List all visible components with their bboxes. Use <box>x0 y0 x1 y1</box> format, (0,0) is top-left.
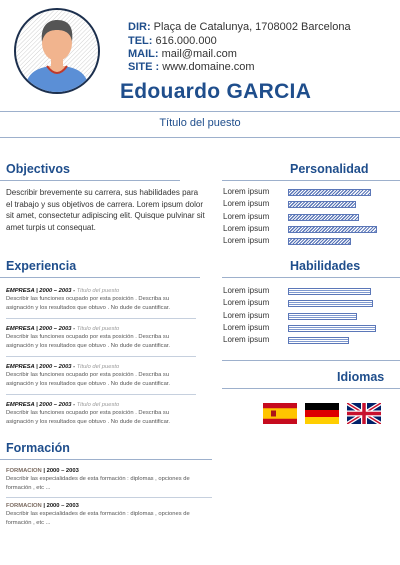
skill-label: Lorem ipsum <box>223 211 270 221</box>
divider <box>6 497 212 498</box>
formation-item <box>6 503 212 527</box>
experience-heading <box>6 364 196 370</box>
skill-level-bar <box>288 226 377 233</box>
person-icon <box>16 10 98 92</box>
formation-title: Formación <box>6 441 70 455</box>
company: EMPRESA <box>6 402 35 408</box>
divider <box>0 180 180 181</box>
years: | 2000 – 2003 - <box>34 326 76 332</box>
divider <box>0 111 400 112</box>
formation-description: Describir las especialidades de esta formación : diplomas , opciones de formación , etc ... <box>6 511 190 526</box>
experience-heading <box>6 326 196 332</box>
skill-label: Lorem ipsum <box>223 322 270 332</box>
experience-description: Describir las funciones ocupado por esta posición . Describa su asignación y los resultados que obtuvo . No dude de cuantificar. <box>6 372 171 387</box>
role: Titulo del puesto <box>75 402 120 408</box>
experience-heading <box>6 288 196 294</box>
person-name: Edouardo GARCIA <box>120 80 312 103</box>
avatar <box>14 8 100 94</box>
divider <box>222 360 400 361</box>
uk-flag-icon <box>347 403 381 424</box>
skill-label: Lorem ipsum <box>223 310 270 320</box>
divider <box>222 388 400 389</box>
skill-label: Lorem ipsum <box>223 199 270 209</box>
years: | 2000 – 2003 - <box>34 288 76 294</box>
experience-description: Describir las funciones ocupado por esta posición . Describa su asignación y los resultados que obtuvo . No dude de cuantificar. <box>6 296 171 311</box>
divider <box>6 394 196 395</box>
contact-email: MAIL: mail@mail.com <box>128 48 237 60</box>
skill-label: Lorem ipsum <box>223 286 270 295</box>
personality-title: Personalidad <box>290 162 369 176</box>
divider <box>222 277 400 278</box>
experience-heading <box>6 402 196 408</box>
skill-label: Lorem ipsum <box>223 335 270 345</box>
experience-title: Experiencia <box>6 259 77 273</box>
formation-heading <box>6 503 212 509</box>
skill-level-bar <box>288 201 356 208</box>
contact-site: SITE : www.domaine.com <box>128 61 255 73</box>
years: | 2000 – 2003 <box>41 468 79 474</box>
skill-label: Lorem ipsum <box>223 187 270 196</box>
experience-item <box>6 288 196 312</box>
divider <box>0 277 200 278</box>
skill-level-bar <box>288 214 359 221</box>
company: EMPRESA <box>6 364 35 370</box>
skill-label: Lorem ipsum <box>223 236 270 246</box>
role: Titulo del puesto <box>75 326 120 332</box>
skill-level-bar <box>288 313 357 320</box>
formation-label: FORMACION <box>6 503 42 509</box>
skill-label: Lorem ipsum <box>223 223 270 233</box>
experience-item <box>6 402 196 426</box>
languages-title: Idiomas <box>337 370 385 384</box>
experience-description: Describir las funciones ocupado por esta posición . Describa su asignación y los resultados que obtuvo . No dude de cuantificar. <box>6 334 171 349</box>
formation-item <box>6 468 212 492</box>
germany-flag-icon <box>305 403 339 424</box>
divider <box>6 318 196 319</box>
contact-phone: TEL: 616.000.000 <box>128 35 217 47</box>
formation-heading <box>6 468 212 474</box>
company: EMPRESA <box>6 288 35 294</box>
role: Titulo del puesto <box>75 288 120 294</box>
skill-level-bar <box>288 288 371 295</box>
role: Titulo del puesto <box>75 364 120 370</box>
objectives-text: Describir brevemente su carrera, sus habilidades para el trabajo y sus objetivos de carrera. Lorem ipsum dolor sit amet, consectetur adipiscing elit. Quisque pulvinar sit amet turpis ut consequat. <box>6 188 205 232</box>
formation-label: FORMACION <box>6 468 42 474</box>
years: | 2000 – 2003 <box>41 503 79 509</box>
experience-description: Describir las funciones ocupado por esta posición . Describa su asignación y los resultados que obtuvo . No dude de cuantificar. <box>6 410 171 425</box>
formation-description: Describir las especialidades de esta formación : diplomas , opciones de formación , etc ... <box>6 476 190 491</box>
skill-level-bar <box>288 238 351 245</box>
experience-item <box>6 326 196 350</box>
divider <box>222 180 400 181</box>
divider <box>0 137 400 138</box>
skill-label: Lorem ipsum <box>223 298 270 308</box>
spain-flag-icon <box>263 403 297 424</box>
contact-address: DIR: Plaça de Catalunya, 1708002 Barcelona <box>128 21 351 33</box>
skills-title: Habilidades <box>290 259 361 273</box>
objectives-title: Objectivos <box>6 162 70 176</box>
divider <box>6 356 196 357</box>
company: EMPRESA <box>6 326 35 332</box>
years: | 2000 – 2003 - <box>34 364 76 370</box>
skill-level-bar <box>288 325 376 332</box>
skill-level-bar <box>288 337 349 344</box>
job-title: Título del puesto <box>159 117 241 129</box>
skill-level-bar <box>288 189 371 196</box>
skill-level-bar <box>288 300 373 307</box>
experience-item <box>6 364 196 388</box>
years: | 2000 – 2003 - <box>34 402 76 408</box>
divider <box>0 459 212 460</box>
